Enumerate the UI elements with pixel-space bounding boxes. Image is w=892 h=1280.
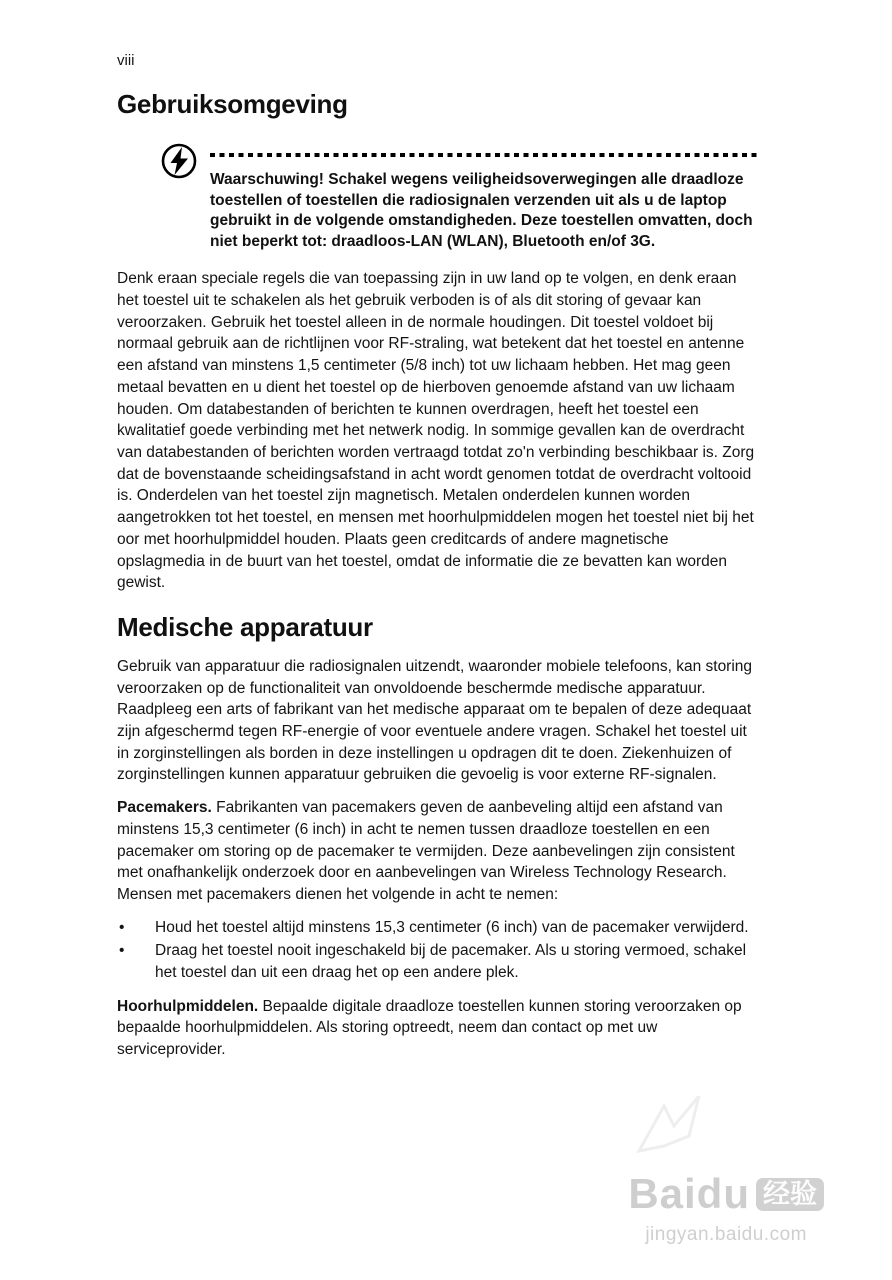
baidu-watermark: [628, 1170, 824, 1246]
watermark-brand-row: [628, 1170, 824, 1218]
section-title-gebruiksomgeving: Gebruiksomgeving: [117, 89, 348, 119]
list-item: [117, 917, 759, 939]
page-number: viii: [117, 52, 135, 69]
warning-content: [210, 140, 759, 252]
pacemakers-paragraph: [117, 797, 759, 906]
medical-equipment-intro: Gebruik van apparatuur die radiosignalen uitzendt, waaronder mobiele telefoons, kan storing veroorzaken op de functionaliteit van onvoldoende beschermde medische apparatuur. Raadpleeg een arts of fabrikant van het medische apparaat om te bepalen of deze adequaat zijn afgeschermd tegen RF-energie of voor eventuele andere vragen. Schakel het toestel uit in zorginstellingen als borden in deze instellingen u opdragen dit te doen. Ziekenhuizen of zorginstellingen kunnen apparatuur gebruiken die gevoelig is voor externe RF-signalen.: [117, 657, 753, 784]
watermark-url: jingyan.baidu.com: [645, 1224, 807, 1245]
watermark-badge: 经验: [756, 1178, 824, 1211]
usage-environment-body: Denk eraan speciale regels die van toepassing zijn in uw land op te volgen, en denk eraan het toestel uit te schakelen als het gebruik verboden is of als dit storing of gevaar kan veroorzaken. Gebruik het toestel alleen in de normale houdingen. Dit toestel voldoet bij normaal gebruik aan de richtlijnen voor RF-straling, wat betekent dat het toestel en antenne een afstand van minstens 1,5 centimeter (5/8 inch) tot uw lichaam hebben. Het mag geen metaal bevatten en u dient het toestel op de hierboven genoemde afstand van uw lichaam houden. Om databestanden of berichten te kunnen overdragen, heeft het toestel een kwalitatief goede verbinding met het netwerk nodig. In sommige gevallen kan de overdracht van databestanden of berichten worden vertraagd totdat zo'n verbinding beschikbaar is. Zorg dat de bovenstaande scheidingsafstand in acht wordt genomen totdat de overdracht voltooid is. Onderdelen van het toestel zijn magnetisch. Metalen onderdelen kunnen worden aangetrokken tot het toestel, en mensen met hoorhulpmiddelen mogen het toestel niet bij het oor met hoorhulpmiddel houden. Plaats geen creditcards of andere magnetische opslagmedia in de buurt van het toestel, omdat de informatie die ze bevatten kan worden gewist.: [117, 270, 755, 592]
warning-text: Waarschuwing! Schakel wegens veiligheidsoverwegingen alle draadloze toestellen of toestellen die radiosignalen verzenden uit als u de laptop gebruikt in de volgende omstandigheden. Deze toestellen omvatten, doch niet beperkt tot: draadloos-LAN (WLAN), Bluetooth en/of 3G.: [210, 171, 753, 250]
pacemakers-text: Fabrikanten van pacemakers geven de aanbeveling altijd een afstand van minstens 15,3 centimeter (6 inch) in acht te nemen tussen draadloze toestellen en een pacemaker om storing op de pacemaker te vermijden. Deze aanbevelingen zijn consistent met onafhankelijk onderzoek door en aanbevelingen van Wireless Technology Research. Mensen met pacemakers dienen het volgende in acht te nemen:: [117, 799, 735, 903]
lightning-bolt-icon: [160, 140, 198, 185]
warning-block: [117, 140, 759, 252]
bullet-text: Draag het toestel nooit ingeschakeld bij de pacemaker. Als u storing vermoed, schakel het toestel dan uit een draag het op een andere plek.: [155, 942, 747, 982]
bullet-marker: •: [119, 942, 125, 960]
hearing-aids-lead: Hoorhulpmiddelen.: [117, 997, 259, 1015]
hearing-aids-paragraph: [117, 996, 759, 1061]
watermark-wing-graphic: [634, 1096, 704, 1156]
watermark-brand: Baidu: [628, 1170, 750, 1217]
bullet-text: Houd het toestel altijd minstens 15,3 centimeter (6 inch) van de pacemaker verwijderd.: [155, 918, 749, 936]
list-item: [117, 940, 759, 983]
pacemaker-bullet-list: [117, 917, 759, 984]
dotted-separator: [210, 153, 759, 157]
bullet-marker: •: [119, 918, 125, 936]
section-title-medische-apparatuur: Medische apparatuur: [117, 611, 373, 642]
pacemakers-lead: Pacemakers.: [117, 799, 212, 817]
hearing-aids-text: Bepaalde digitale draadloze toestellen kunnen storing veroorzaken op bepaalde hoorhulpmiddelen. Als storing optreedt, neem dan contact op met uw serviceprovider.: [117, 997, 742, 1059]
